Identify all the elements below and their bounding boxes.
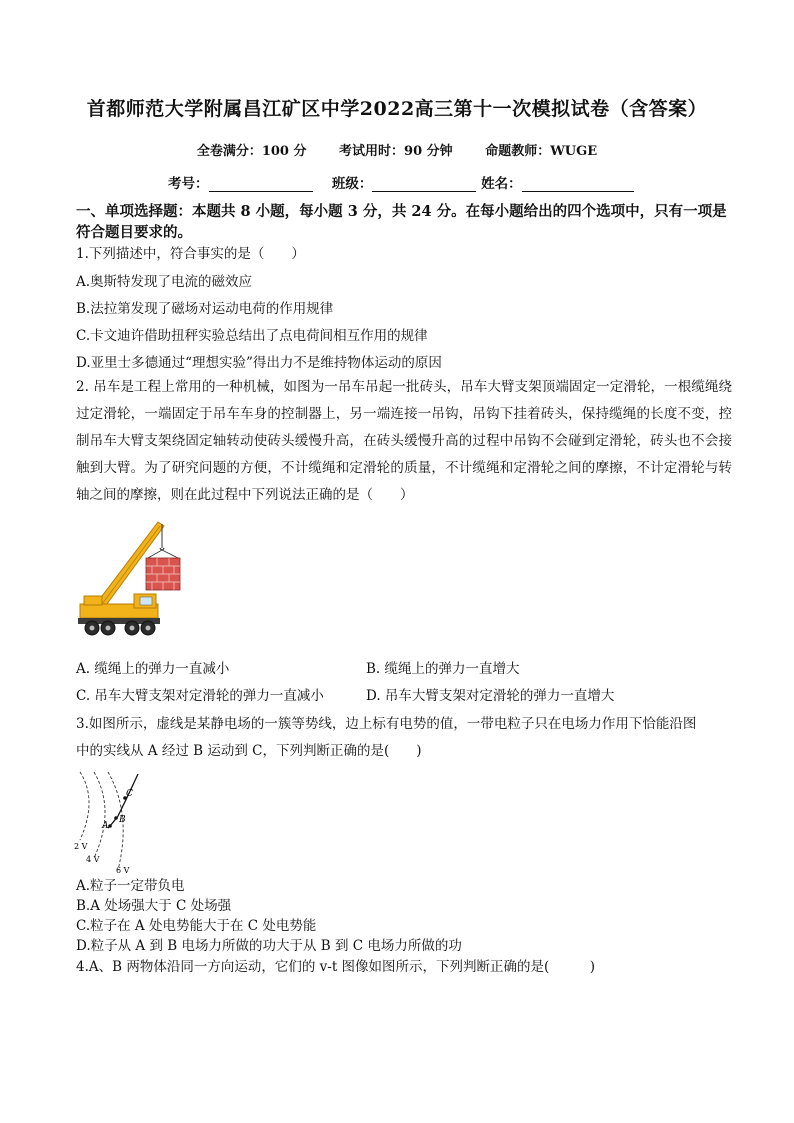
exam-no-blank[interactable] (209, 177, 313, 192)
q2-stem: 2. 吊车是工程上常用的一种机械，如图为一吊车吊起一批砖头，吊车大臂支架顶端固定一定滑轮，一根缆绳绕过定滑轮，一端固定于吊车车身的控制器上，另一端连接一吊钩，吊钩下挂着砖头，保持缆绳的长度不变，控制吊车大臂支架绕固定轴转动使砖头缓慢升高，在砖头缓慢升高的过程中吊钩不会碰到定滑轮，砖头也不会接触到大臂。为了研究问题的方便，不计缆绳和定滑轮的质量，不计缆绳和定滑轮之间的摩擦，不计定滑轮与转轴之间的摩擦，则在此过程中下列说法正确的是（ ） (76, 379, 732, 503)
q1-option-a: A.奥斯特发现了电流的磁效应 (76, 274, 253, 290)
q1-stem: 1.下列描述中，符合事实的是（ ） (76, 246, 305, 262)
name-blank[interactable] (522, 177, 634, 192)
point-b-label: B (119, 815, 126, 825)
potential-2v-label: 2 V (74, 842, 88, 851)
point-a-label: A (102, 821, 109, 831)
full-score: 全卷满分：100 分 (196, 144, 307, 159)
q2-option-a: A. 缆绳上的弹力一直减小 (76, 661, 230, 677)
name-label: 姓名： (481, 176, 522, 192)
page-title: 首都师范大学附属昌江矿区中学2022高三第十一次模拟试卷（含答案） (86, 98, 708, 120)
exam-no-label: 考号： (168, 176, 209, 192)
exam-time: 考试用时：90 分钟 (339, 144, 453, 159)
q3-option-d: D.粒子从 A 到 B 电场力所做的功大于从 B 到 C 电场力所做的功 (76, 938, 462, 954)
potential-4v-label: 4 V (86, 855, 100, 864)
q3-option-a: A.粒子一定带负电 (76, 878, 185, 894)
class-label: 班级： (331, 176, 373, 192)
q2-option-c: C. 吊车大臂支架对定滑轮的弹力一直减小 (76, 688, 324, 704)
q1-option-d: D.亚里士多德通过“理想实验”得出力不是维持物体运动的原因 (76, 355, 442, 371)
q3-option-c: C.粒子在 A 处电势能大于在 C 处电势能 (76, 918, 317, 934)
exam-meta (0, 140, 794, 159)
q2-option-b: B. 缆绳上的弹力一直增大 (366, 661, 520, 677)
q3-stem-line1: 3.如图所示，虚线是某静电场的一簇等势线，边上标有电势的值，一带电粒子只在电场力作用下恰能沿图 (76, 716, 697, 732)
potential-6v-label: 6 V (116, 866, 130, 874)
section-heading: 一、单项选择题：本题共 8 小题，每小题 3 分，共 24 分。在每小题给出的四个选项中，只有一项是符合题目要求的。 (76, 203, 727, 241)
point-c-label: C (126, 789, 133, 799)
crane-illustration (74, 518, 186, 646)
q3-option-b: B.A 处场强大于 C 处场强 (76, 898, 232, 914)
q1-option-b: B.法拉第发现了磁场对运动电荷的作用规律 (76, 301, 334, 317)
q3-stem-line2: 中的实线从 A 经过 B 运动到 C，下列判断正确的是( ) (76, 743, 422, 759)
student-info-line (168, 172, 634, 192)
q1-option-c: C.卡文迪许借助扭秤实验总结出了点电荷间相互作用的规律 (76, 328, 428, 344)
q2-option-d: D. 吊车大臂支架对定滑轮的弹力一直增大 (366, 688, 615, 704)
q4-stem: 4.A、B 两物体沿同一方向运动，它们的 v-t 图像如图所示，下列判断正确的是( ) (76, 959, 596, 975)
teacher: 命题教师：WUGE (485, 144, 598, 159)
class-blank[interactable] (372, 177, 476, 192)
equipotential-figure (72, 770, 156, 874)
